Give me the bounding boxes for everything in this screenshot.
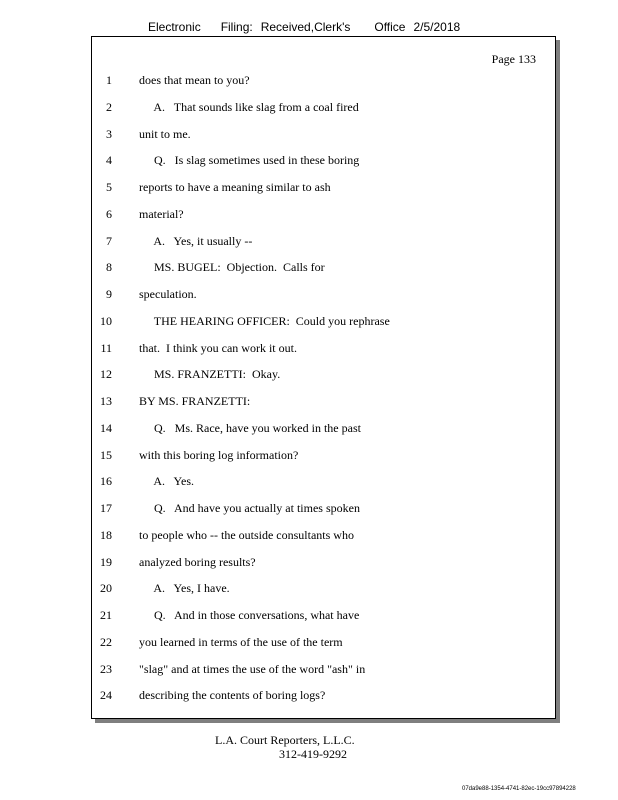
line-text: MS. FRANZETTI: Okay. [139,367,281,382]
line-text: Q. And have you actually at times spoken [139,501,360,515]
line-number: 1 [106,73,112,87]
line-text: BY MS. FRANZETTI: [139,394,251,408]
transcript-line [92,608,532,624]
line-text: A. Yes, it usually -- [139,233,253,248]
transcript-line [92,207,532,223]
line-text: THE HEARING OFFICER: Could you rephrase [139,313,390,328]
line-text: does that mean to you? [139,73,250,87]
line-number: 17 [100,501,112,515]
line-text: A. Yes. [139,474,195,489]
transcript-line [92,287,532,303]
transcript-line [92,528,532,544]
filing-header-date: 2/5/2018 [413,20,461,34]
transcript-line [92,635,532,651]
line-text: describing the contents of boring logs? [139,688,326,703]
line-number: 24 [100,688,112,703]
transcript-line [92,581,532,597]
line-number: 22 [100,634,112,649]
transcript-line [92,341,532,357]
line-text: speculation. [139,287,197,301]
transcript-line [92,180,532,196]
line-text: to people who -- the outside consultants who [139,527,354,542]
line-number: 13 [100,394,112,408]
line-text: Q. And in those conversations, what have [139,608,360,622]
transcript-line [92,153,532,169]
line-text: with this boring log information? [139,447,299,462]
line-text: material? [139,206,184,221]
transcript-page [91,36,556,719]
transcript-line [92,260,532,276]
line-number: 8 [106,260,112,275]
line-text: analyzed boring results? [139,554,256,569]
footer-phone: 312-419-9292 [279,747,347,761]
line-text: "slag" and at times the use of the word "ash" in [139,661,366,676]
transcript-line [92,73,532,89]
line-text: A. Yes, I have. [139,581,230,596]
line-number: 20 [100,581,112,596]
line-number: 16 [100,474,112,489]
line-text: Q. Is slag sometimes used in these boring [139,153,360,168]
line-number: 19 [100,554,112,569]
line-number: 12 [100,367,112,382]
transcript-line [92,688,532,704]
line-text: MS. BUGEL: Objection. Calls for [139,260,325,275]
filing-header-office: Office [374,20,406,34]
transcript-line [92,100,532,116]
transcript-line [92,555,532,571]
line-text: reports to have a meaning similar to ash [139,180,331,194]
transcript-line [92,501,532,517]
transcript-line [92,127,532,143]
line-number: 7 [106,233,112,248]
line-number: 3 [106,126,112,141]
transcript-line [92,314,532,330]
line-number: 2 [106,99,112,114]
line-number: 9 [106,287,112,301]
filing-header-electronic: Electronic [148,20,201,34]
filing-header-received: Received,Clerk's [260,20,351,34]
line-number: 23 [100,661,112,676]
line-text: unit to me. [139,126,191,141]
line-number: 11 [100,340,112,355]
line-number: 10 [100,313,112,328]
transcript-line [92,421,532,437]
line-text: you learned in terms of the use of the term [139,634,343,649]
transcript-line [92,662,532,678]
line-number: 21 [100,608,112,622]
transcript-line [92,234,532,250]
line-text: that. I think you can work it out. [139,340,297,355]
filing-header [148,20,460,34]
line-number: 15 [100,447,112,462]
line-number: 18 [100,527,112,542]
page-number: Page 133 [491,52,536,66]
document-id: 07da9e88-1354-4741-82ec-19cc97894228 [462,786,576,792]
transcript-line [92,474,532,490]
line-number: 6 [106,206,112,221]
footer-company: L.A. Court Reporters, L.L.C. [215,733,355,747]
line-text: A. That sounds like slag from a coal fired [139,99,359,114]
transcript-line [92,448,532,464]
line-number: 4 [106,153,112,168]
line-text: Q. Ms. Race, have you worked in the past [139,420,361,435]
transcript-line [92,367,532,383]
filing-header-filing: Filing: [220,20,253,34]
line-number: 14 [100,420,112,435]
line-number: 5 [106,180,112,194]
transcript-line [92,394,532,410]
